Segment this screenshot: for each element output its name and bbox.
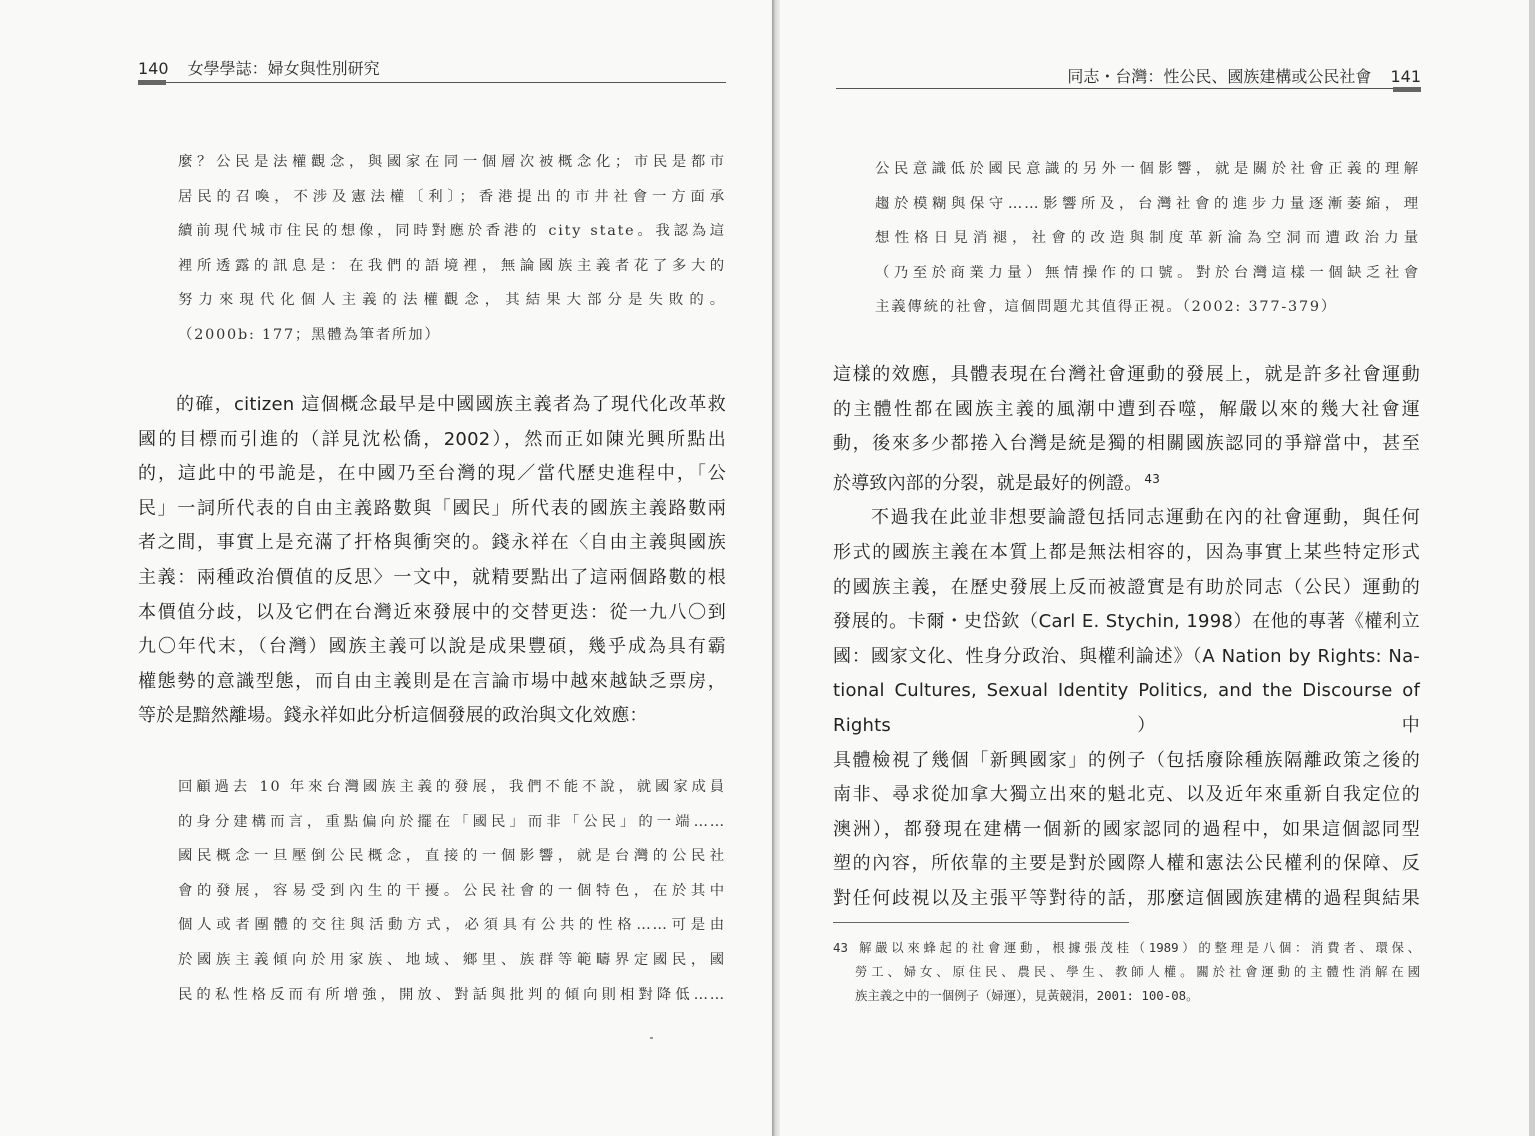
quote-line: 公民意識低於國民意識的另外一個影響，就是關於社會正義的理解 <box>875 161 1420 177</box>
body-line: 澳洲），都發現在建構一個新的國家認同的過程中，如果這個認同型 <box>833 818 1420 840</box>
quote-line: 回顧過去 10 年來台灣國族主義的發展，我們不能不說，就國家成員 <box>178 779 726 795</box>
body-line: 九〇年代末，（台灣）國族主義可以說是成果豐碩，幾乎成為具有霸 <box>138 636 726 658</box>
header-rule-left <box>138 82 726 83</box>
quote-line: 裡所透露的訊息是：在我們的語境裡，無論國族主義者花了多大的 <box>178 257 726 274</box>
running-title: 同志・台灣：性公民、國族建構或公民社會 <box>1067 67 1372 86</box>
body-line: 動，後來多少都捲入台灣是統是獨的相關國族認同的爭辯當中，甚至 <box>833 433 1420 455</box>
quote-line: 努力來現代化個人主義的法權觀念，其結果大部分是失敗的。 <box>178 292 726 309</box>
journal-title: 女學學誌：婦女與性別研究 <box>187 59 380 78</box>
body-line: 發展的。卡爾・史岱欽（Carl E. Stychin, 1998）在他的專著《權利立 <box>833 611 1420 633</box>
paper-speck <box>650 1037 653 1039</box>
footnote-43 <box>833 936 1420 1008</box>
header-bar-left <box>138 80 166 85</box>
body-line: 國：國家文化、性身分政治、與權利論述》（A Nation by Rights: Na- <box>833 645 1420 667</box>
left-running-header <box>138 56 380 79</box>
book-edge-right <box>1529 0 1535 1136</box>
book-gutter <box>772 0 780 1136</box>
quote-line: 想性格日見消褪，社會的改造與制度革新淪為空洞而遭政治力量 <box>875 230 1420 247</box>
body-line: 的主體性都在國族主義的風潮中遭到吞噬，解嚴以來的幾大社會運 <box>833 398 1420 420</box>
quote-citation: （2000b: 177；黑體為筆者所加） <box>178 326 441 343</box>
body-line: 權態勢的意識型態，而自由主義則是在言論市場中越來越缺乏票房， <box>138 670 726 692</box>
right-running-header <box>1067 64 1421 87</box>
footnote-rule <box>833 922 1129 923</box>
block-quote-top-left <box>178 145 726 353</box>
body-line: 的，這此中的弔詭是，在中國乃至台灣的現／當代歷史進程中，「公 <box>138 463 726 485</box>
quote-line: （乃至於商業力量）無情操作的口號。對於台灣這樣一個缺乏社會 <box>875 264 1420 281</box>
quote-line: 民的私性格反而有所增強，開放、對話與批判的傾向則相對降低…… <box>178 986 726 1003</box>
body-line: 國的目標而引進的（詳見沈松僑，2002），然而正如陳光興所點出 <box>138 428 726 450</box>
quote-line: 個人或者團體的交往與活動方式，必須具有公共的性格……可是由 <box>178 917 726 934</box>
quote-line: 會的發展，容易受到內生的干擾。公民社會的一個特色，在於其中 <box>178 882 726 899</box>
footnote-line: 族主義之中的一個例子（婦運），見黃競涓，2001: 100-08。 <box>855 988 1199 1003</box>
quote-line: 國民概念一旦壓倒公民概念，直接的一個影響，就是台灣的公民社 <box>178 848 726 865</box>
body-line-text: 於導致內部的分裂，就是最好的例證。 <box>833 472 1143 494</box>
quote-line: 的身分建構而言，重點偏向於擺在「國民」而非「公民」的一端…… <box>178 813 726 830</box>
block-quote-top-right <box>875 152 1420 325</box>
page-number-left: 140 <box>138 59 169 78</box>
body-line: 不過我在此並非想要論證包括同志運動在內的社會運動，與任何 <box>871 507 1420 529</box>
body-text-left <box>138 388 726 734</box>
body-line: 形式的國族主義在本質上都是無法相容的，因為事實上某些特定形式 <box>833 541 1420 563</box>
right-page <box>780 0 1535 1136</box>
body-line: 具體檢視了幾個「新興國家」的例子（包括廢除種族隔離政策之後的 <box>833 749 1420 771</box>
body-line: 南非、尋求從加拿大獨立出來的魁北克、以及近年來重新自我定位的 <box>833 784 1420 806</box>
body-line: 塑的內容，所依靠的主要是對於國際人權和憲法公民權利的保障、反 <box>833 853 1420 875</box>
header-rule-right <box>836 88 1421 89</box>
footnote-line: 43 解嚴以來蜂起的社會運動，根據張茂桂（1989）的整理是八個：消費者、環保、 <box>833 940 1420 955</box>
footnote-line: 勞工、婦女、原住民、農民、學生、教師人權。關於社會運動的主體性消解在國 <box>855 964 1420 979</box>
quote-line: 麼？公民是法權觀念，與國家在同一個層次被概念化；市民是都市 <box>178 154 726 170</box>
body-line: 這樣的效應，具體表現在台灣社會運動的發展上，就是許多社會運動 <box>833 364 1420 385</box>
quote-line: 主義傳統的社會，這個問題尤其值得正視。（2002: 377-379） <box>875 299 1338 316</box>
body-line: 本價值分歧，以及它們在台灣近來發展中的交替更迭：從一九八〇到 <box>138 601 726 623</box>
page-number-right: 141 <box>1390 67 1421 86</box>
body-line <box>833 462 1420 502</box>
quote-line: 居民的召喚，不涉及憲法權〔利〕；香港提出的市井社會一方面承 <box>178 188 726 205</box>
body-line: 的國族主義，在歷史發展上反而被證實是有助於同志（公民）運動的 <box>833 576 1420 598</box>
body-line: 者之間，事實上是充滿了扞格與衝突的。錢永祥在〈自由主義與國族 <box>138 532 726 554</box>
quote-line: 續前現代城市住民的想像，同時對應於香港的 city state。我認為這 <box>178 223 726 240</box>
body-line: tional Cultures, Sexual Identity Politics, and the Discourse of Rights）中 <box>833 680 1420 736</box>
footnote-ref-43[interactable]: 43 <box>1144 471 1161 486</box>
body-text-right <box>833 358 1420 917</box>
block-quote-bottom-left <box>178 770 726 1012</box>
body-line: 等於是黯然離場。錢永祥如此分析這個發展的政治與文化效應： <box>138 705 648 727</box>
body-line: 對任何歧視以及主張平等對待的話，那麼這個國族建構的過程與結果 <box>833 887 1420 909</box>
body-line: 民」一詞所代表的自由主義路數與「國民」所代表的國族主義路數兩 <box>138 497 726 519</box>
quote-line: 於國族主義傾向於用家族、地域、鄉里、族群等範疇界定國民，國 <box>178 951 726 968</box>
header-bar-right <box>1393 87 1421 92</box>
quote-line: 趨於模糊與保守……影響所及，台灣社會的進步力量逐漸萎縮，理 <box>875 195 1420 212</box>
body-line: 主義：兩種政治價值的反思〉一文中，就精要點出了這兩個路數的根 <box>138 566 726 588</box>
body-line: 的確，citizen 這個概念最早是中國國族主義者為了現代化改革救 <box>176 394 726 415</box>
